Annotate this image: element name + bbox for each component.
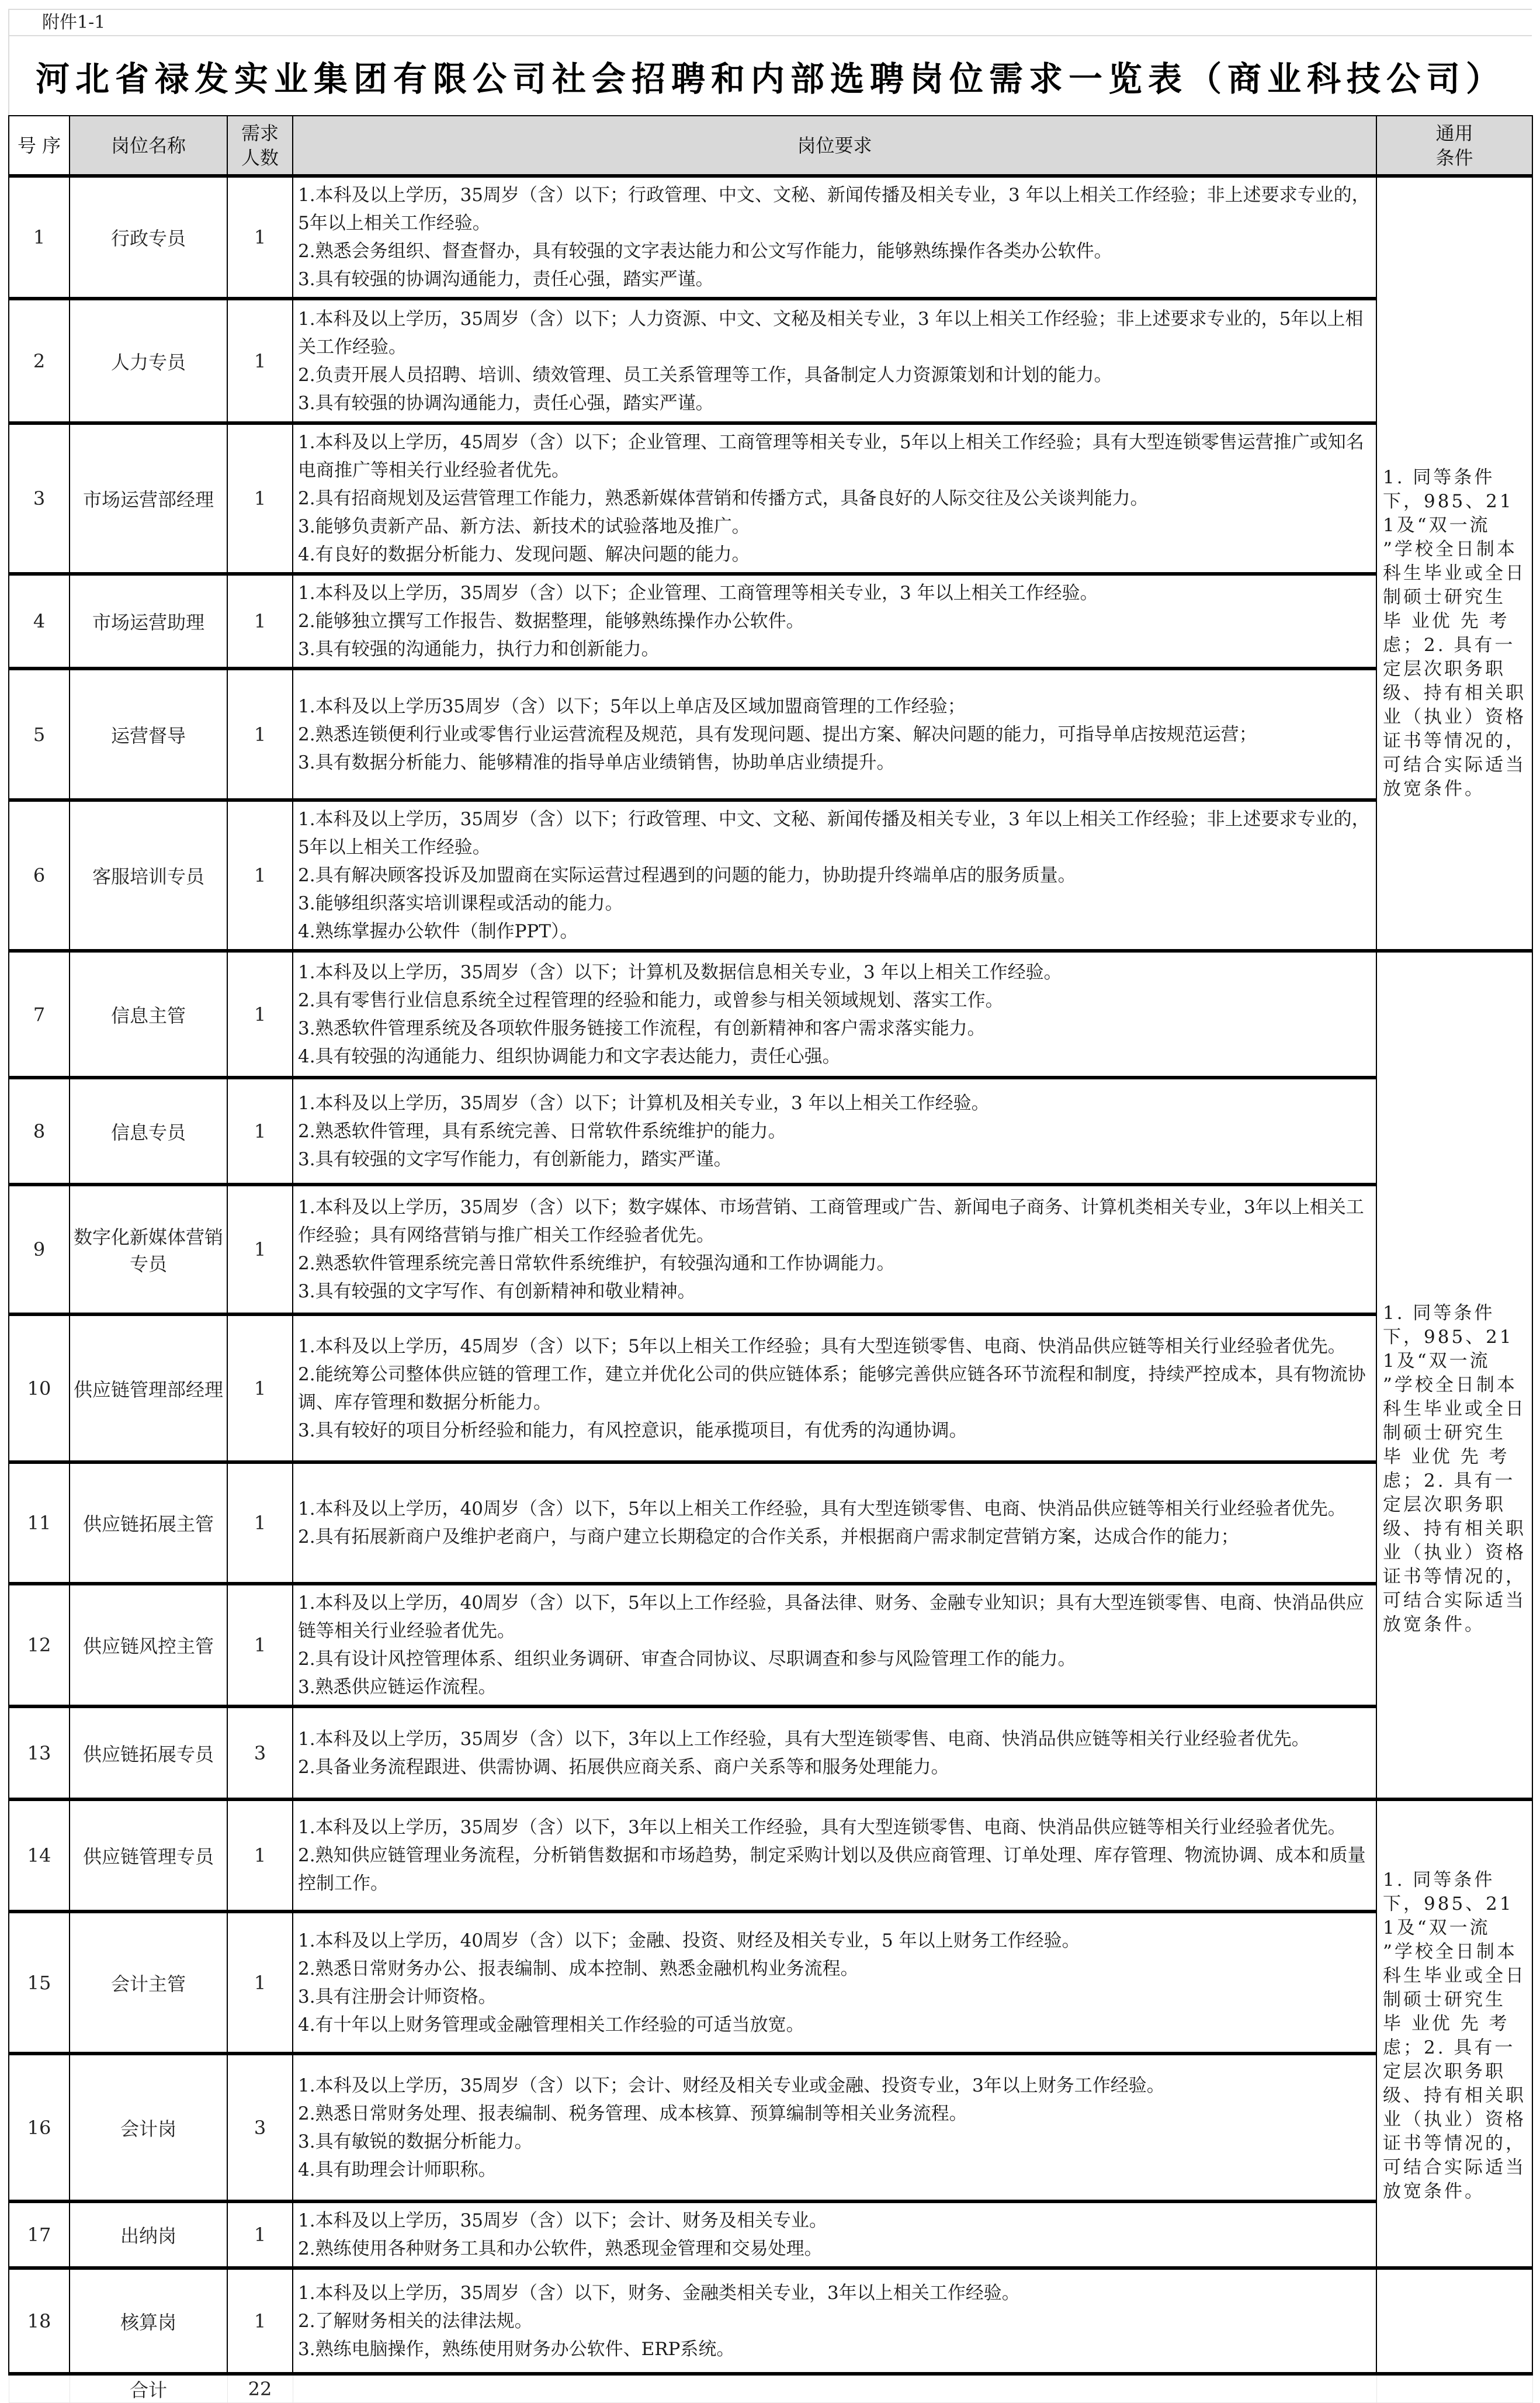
total-row [9, 2374, 1532, 2403]
position-name: 供应链管理专员 [70, 1799, 227, 1912]
table-row [9, 1799, 1532, 1912]
row-number: 13 [9, 1706, 70, 1799]
row-number: 1 [9, 176, 70, 299]
headcount: 1 [227, 2268, 293, 2374]
headcount: 3 [227, 1706, 293, 1799]
table-row [9, 176, 1532, 299]
table-row [9, 299, 1532, 423]
table-row [9, 951, 1532, 1078]
requirement-item: 3.具有较强的文字写作、有创新精神和敬业精神。 [298, 1281, 696, 1302]
table-row [9, 2201, 1532, 2268]
position-requirements [293, 299, 1376, 423]
position-name: 核算岗 [70, 2268, 227, 2374]
headcount: 1 [227, 423, 293, 574]
requirement-item: 1.本科及以上学历，35周岁（含）以下；计算机及相关专业，3 年以上相关工作经验。 [298, 1092, 990, 1114]
row-number: 17 [9, 2201, 70, 2268]
row-number: 11 [9, 1462, 70, 1584]
table-row [9, 1706, 1532, 1799]
requirement-item: 3.能够组织落实培训课程或活动的能力。 [298, 893, 623, 914]
headcount: 1 [227, 951, 293, 1078]
general-conditions [1376, 1799, 1532, 2268]
row-number: 7 [9, 951, 70, 1078]
requirement-item: 2.了解财务相关的法律法规。 [298, 2310, 533, 2332]
headcount: 1 [227, 574, 293, 669]
row-number: 8 [9, 1078, 70, 1185]
position-requirements [293, 1706, 1376, 1799]
position-name: 出纳岗 [70, 2201, 227, 2268]
position-name: 供应链拓展专员 [70, 1706, 227, 1799]
row-number: 3 [9, 423, 70, 574]
requirement-item: 3.具有较强的协调沟通能力，责任心强，踏实严谨。 [298, 392, 714, 414]
position-name: 供应链管理部经理 [70, 1314, 227, 1462]
position-name: 信息主管 [70, 951, 227, 1078]
table-row [9, 1185, 1532, 1314]
headcount: 1 [227, 800, 293, 951]
table-row [9, 1462, 1532, 1584]
requirement-item: 1.本科及以上学历，35周岁（含）以下；数字媒体、市场营销、工商管理或广告、新闻电子商务、计算机类相关专业，3年以上相关工作经验；具有网络营销与推广相关工作经验者优先。 [298, 1197, 1364, 1246]
position-name: 数字化新媒体营销专员 [70, 1185, 227, 1314]
requirement-item: 1.本科及以上学历，40周岁（含）以下；金融、投资、财经及相关专业，5 年以上财务工作经验。 [298, 1930, 1080, 1951]
position-name: 供应链拓展主管 [70, 1462, 227, 1584]
table-row [9, 1078, 1532, 1185]
position-requirements [293, 2268, 1376, 2374]
requirement-item: 2.负责开展人员招聘、培训、绩效管理、员工关系管理等工作，具备制定人力资源策划和计划的能力。 [298, 364, 1112, 386]
requirement-item: 2.熟悉日常财务处理、报表编制、税务管理、成本核算、预算编制等相关业务流程。 [298, 2103, 967, 2124]
requirement-item: 2.具有设计风控管理体系、组织业务调研、审查合同协议、尽职调查和参与风险管理工作的能力。 [298, 1649, 1076, 1670]
row-number: 5 [9, 669, 70, 800]
table-row [9, 574, 1532, 669]
general-conditions [1376, 2268, 1532, 2374]
position-requirements [293, 1314, 1376, 1462]
headcount: 1 [227, 176, 293, 299]
table-row [9, 800, 1532, 951]
requirement-item: 1.本科及以上学历，35周岁（含）以下；计算机及数据信息相关专业，3 年以上相关工作经验。 [298, 961, 1062, 983]
position-requirements [293, 669, 1376, 800]
total-count: 22 [227, 2374, 293, 2403]
position-name: 会计主管 [70, 1912, 227, 2054]
position-name: 行政专员 [70, 176, 227, 299]
requirement-item: 3.具有较强的文字写作能力，有创新能力，踏实严谨。 [298, 1148, 732, 1170]
headcount: 1 [227, 1912, 293, 2054]
requirement-item: 1.本科及以上学历，35周岁（含）以下，3年以上相关工作经验，具有大型连锁零售、电商、快消品供应链等相关行业经验者优先。 [298, 1817, 1346, 1838]
row-number: 15 [9, 1912, 70, 2054]
header-seq: 号 序 [9, 116, 70, 176]
page-title: 河北省禄发实业集团有限公司社会招聘和内部选聘岗位需求一览表（商业科技公司） [8, 36, 1532, 115]
requirement-item: 1.本科及以上学历，35周岁（含）以下；人力资源、中文、文秘及相关专业，3 年以上相关工作经验；非上述要求专业的，5年以上相关工作经验。 [298, 308, 1364, 358]
requirement-item: 3.熟练电脑操作，熟练使用财务办公软件、ERP系统。 [298, 2338, 735, 2360]
requirement-item: 4.有十年以上财务管理或金融管理相关工作经验的可适当放宽。 [298, 2014, 804, 2035]
requirement-item: 2.具有零售行业信息系统全过程管理的经验和能力，或曾参与相关领域规划、落实工作。 [298, 989, 1004, 1011]
table-row [9, 2054, 1532, 2201]
requirement-item: 2.熟练使用各种财务工具和办公软件，熟悉现金管理和交易处理。 [298, 2238, 823, 2259]
row-number: 6 [9, 800, 70, 951]
row-number: 2 [9, 299, 70, 423]
requirement-item: 1.本科及以上学历，40周岁（含）以下，5年以上工作经验，具备法律、财务、金融专业知识；具有大型连锁零售、电商、快消品供应链等相关行业经验者优先。 [298, 1592, 1364, 1642]
row-number: 14 [9, 1799, 70, 1912]
requirement-item: 1.本科及以上学历，35周岁（含）以下，3年以上工作经验，具有大型连锁零售、电商、快消品供应链等相关行业经验者优先。 [298, 1728, 1310, 1750]
position-requirements [293, 2201, 1376, 2268]
requirement-item: 1.本科及以上学历，35周岁（含）以下；会计、财经及相关专业或金融、投资专业，3年以上财务工作经验。 [298, 2075, 1165, 2096]
position-name: 运营督导 [70, 669, 227, 800]
position-requirements [293, 1799, 1376, 1912]
row-number: 18 [9, 2268, 70, 2374]
position-requirements [293, 1462, 1376, 1584]
requirement-item: 4.熟练掌握办公软件（制作PPT）。 [298, 921, 578, 942]
position-name: 信息专员 [70, 1078, 227, 1185]
requirement-item: 3.具有较强的协调沟通能力，责任心强，踏实严谨。 [298, 269, 714, 290]
requirement-item: 3.具有数据分析能力、能够精准的指导单店业绩销售，协助单店业绩提升。 [298, 752, 895, 773]
requirement-item: 1.本科及以上学历，35周岁（含）以下；会计、财务及相关专业。 [298, 2210, 828, 2231]
requirement-item: 2.具备业务流程跟进、供需协调、拓展供应商关系、商户关系等和服务处理能力。 [298, 1756, 949, 1778]
headcount: 1 [227, 299, 293, 423]
annex-label: 附件1-1 [8, 9, 1532, 36]
table-header-row [9, 116, 1532, 176]
table-row [9, 669, 1532, 800]
requirement-item: 3.具有注册会计师资格。 [298, 1986, 497, 2007]
requirement-item: 3.熟悉软件管理系统及各项软件服务链接工作流程，有创新精神和客户需求落实能力。 [298, 1017, 986, 1039]
position-name: 供应链风控主管 [70, 1584, 227, 1706]
requirement-item: 1.本科及以上学历，40周岁（含）以下，5年以上相关工作经验，具有大型连锁零售、电商、快消品供应链等相关行业经验者优先。 [298, 1498, 1346, 1519]
row-number: 4 [9, 574, 70, 669]
headcount: 1 [227, 1799, 293, 1912]
row-number: 10 [9, 1314, 70, 1462]
requirement-item: 3.能够负责新产品、新方法、新技术的试验落地及推广。 [298, 516, 750, 537]
headcount: 1 [227, 1314, 293, 1462]
header-position: 岗位名称 [70, 116, 227, 176]
position-requirements [293, 2054, 1376, 2201]
general-conditions [1376, 951, 1532, 1799]
header-count-line1: 需求 [241, 122, 279, 144]
header-conditions-line2: 条件 [1435, 146, 1473, 169]
position-name: 人力专员 [70, 299, 227, 423]
header-requirements: 岗位要求 [293, 116, 1376, 176]
row-number: 9 [9, 1185, 70, 1314]
headcount: 1 [227, 1584, 293, 1706]
table-row [9, 1314, 1532, 1462]
headcount: 1 [227, 669, 293, 800]
general-conditions-text: 1. 同等条件下，985、211及“双一流 ”学校全日制本科生毕业或全日制硕士研究生 毕 业优 先 考虑；2. 具有一定层次职务职级、持有相关职业（执业）资格证书等情况的，可结合实际适当放宽条件。 [1383, 467, 1526, 799]
requirement-item: 3.具有较强的沟通能力，执行力和创新能力。 [298, 639, 660, 660]
requirement-item: 4.具有助理会计师职称。 [298, 2159, 497, 2180]
general-conditions [1376, 176, 1532, 951]
position-name: 会计岗 [70, 2054, 227, 2201]
requirement-item: 2.能统筹公司整体供应链的管理工作，建立并优化公司的供应链体系；能够完善供应链各环节流程和制度，持续严控成本，具有物流协调、库存管理和数据分析能力。 [298, 1363, 1366, 1413]
position-requirements [293, 574, 1376, 669]
table-row [9, 423, 1532, 574]
requirement-item: 1.本科及以上学历，35周岁（含）以下；行政管理、中文、文秘、新闻传播及相关专业，3 年以上相关工作经验；非上述要求专业的，5年以上相关工作经验。 [298, 809, 1370, 858]
requirement-item: 2.熟悉日常财务办公、报表编制、成本控制、熟悉金融机构业务流程。 [298, 1958, 859, 1979]
general-conditions-text: 1. 同等条件下，985、211及“双一流 ”学校全日制本科生毕业或全日制硕士研究生 毕 业优 先 考虑；2. 具有一定层次职务职级、持有相关职业（执业）资格证书等情况的，可结合实际适当放宽条件。 [1383, 1869, 1526, 2202]
requirement-item: 3.具有敏锐的数据分析能力。 [298, 2131, 533, 2152]
position-name: 市场运营助理 [70, 574, 227, 669]
headcount: 1 [227, 1462, 293, 1584]
requirement-item: 1.本科及以上学历，35周岁（含）以下；企业管理、工商管理等相关专业，3 年以上相关工作经验。 [298, 583, 1098, 604]
requirement-item: 1.本科及以上学历，35周岁（含）以下，财务、金融类相关专业，3年以上相关工作经验。 [298, 2282, 1020, 2304]
requirement-item: 2.熟悉软件管理系统完善日常软件系统维护，有较强沟通和工作协调能力。 [298, 1253, 895, 1274]
header-count-line2: 人数 [241, 146, 279, 169]
headcount: 1 [227, 1078, 293, 1185]
requirement-item: 1.本科及以上学历，45周岁（含）以下；企业管理、工商管理等相关专业，5年以上相关工作经验；具有大型连锁零售运营推广或知名电商推广等相关行业经验者优先。 [298, 432, 1364, 481]
header-count [227, 116, 293, 176]
position-name: 市场运营部经理 [70, 423, 227, 574]
requirement-item: 2.熟悉软件管理，具有系统完善、日常软件系统维护的能力。 [298, 1120, 786, 1142]
table-row [9, 1584, 1532, 1706]
general-conditions-text: 1. 同等条件下，985、211及“双一流 ”学校全日制本科生毕业或全日制硕士研究生 毕 业优 先 考虑；2. 具有一定层次职务职级、持有相关职业（执业）资格证书等情况的，可结合实际适当放宽条件。 [1383, 1303, 1526, 1635]
requirement-item: 2.具有招商规划及运营管理工作能力，熟悉新媒体营销和传播方式，具备良好的人际交往及公关谈判能力。 [298, 488, 1149, 509]
requirement-item: 1.本科及以上学历，45周岁（含）以下；5年以上相关工作经验；具有大型连锁零售、电商、快消品供应链等相关行业经验者优先。 [298, 1335, 1346, 1357]
headcount: 1 [227, 2201, 293, 2268]
header-conditions-line1: 通用 [1435, 122, 1473, 144]
requirement-item: 4.具有较强的沟通能力、组织协调能力和文字表达能力，责任心强。 [298, 1045, 841, 1067]
row-number: 16 [9, 2054, 70, 2201]
total-label: 合计 [70, 2374, 227, 2403]
requirement-item: 2.熟悉会务组织、督查督办，具有较强的文字表达能力和公文写作能力，能够熟练操作各类办公软件。 [298, 241, 1112, 262]
position-requirements [293, 951, 1376, 1078]
requirement-item: 2.具有解决顾客投诉及加盟商在实际运营过程遇到的问题的能力，协助提升终端单店的服务质量。 [298, 865, 1076, 886]
position-name: 客服培训专员 [70, 800, 227, 951]
header-conditions [1376, 116, 1532, 176]
requirement-item: 3.具有较好的项目分析经验和能力，有风控意识，能承揽项目，有优秀的沟通协调。 [298, 1419, 967, 1441]
requirement-item: 2.熟知供应链管理业务流程，分析销售数据和市场趋势，制定采购计划以及供应商管理、订单处理、库存管理、物流协调、成本和质量控制工作。 [298, 1845, 1366, 1894]
position-requirements [293, 1912, 1376, 2054]
headcount: 3 [227, 2054, 293, 2201]
position-requirements [293, 800, 1376, 951]
position-requirements [293, 1584, 1376, 1706]
requirement-item: 3.熟悉供应链运作流程。 [298, 1677, 497, 1698]
row-number: 12 [9, 1584, 70, 1706]
position-requirements [293, 176, 1376, 299]
headcount: 1 [227, 1185, 293, 1314]
requirement-item: 1.本科及以上学历，35周岁（含）以下；行政管理、中文、文秘、新闻传播及相关专业，3 年以上相关工作经验；非上述要求专业的，5年以上相关工作经验。 [298, 185, 1370, 234]
requirement-item: 4.有良好的数据分析能力、发现问题、解决问题的能力。 [298, 544, 750, 565]
table-row [9, 1912, 1532, 2054]
position-requirements [293, 1185, 1376, 1314]
table-row [9, 2268, 1532, 2374]
requirement-item: 2.能够独立撰写工作报告、数据整理，能够熟练操作办公软件。 [298, 611, 804, 632]
position-requirements [293, 423, 1376, 574]
position-requirements [293, 1078, 1376, 1185]
requirement-item: 2.熟悉连锁便利行业或零售行业运营流程及规范，具有发现问题、提出方案、解决问题的能力，可指导单店按规范运营； [298, 723, 1257, 745]
position-table [8, 115, 1533, 2403]
requirement-item: 1.本科及以上学历35周岁（含）以下；5年以上单店及区域加盟商管理的工作经验； [298, 695, 966, 717]
requirement-item: 2.具有拓展新商户及维护老商户，与商户建立长期稳定的合作关系，并根据商户需求制定营销方案，达成合作的能力； [298, 1526, 1239, 1547]
